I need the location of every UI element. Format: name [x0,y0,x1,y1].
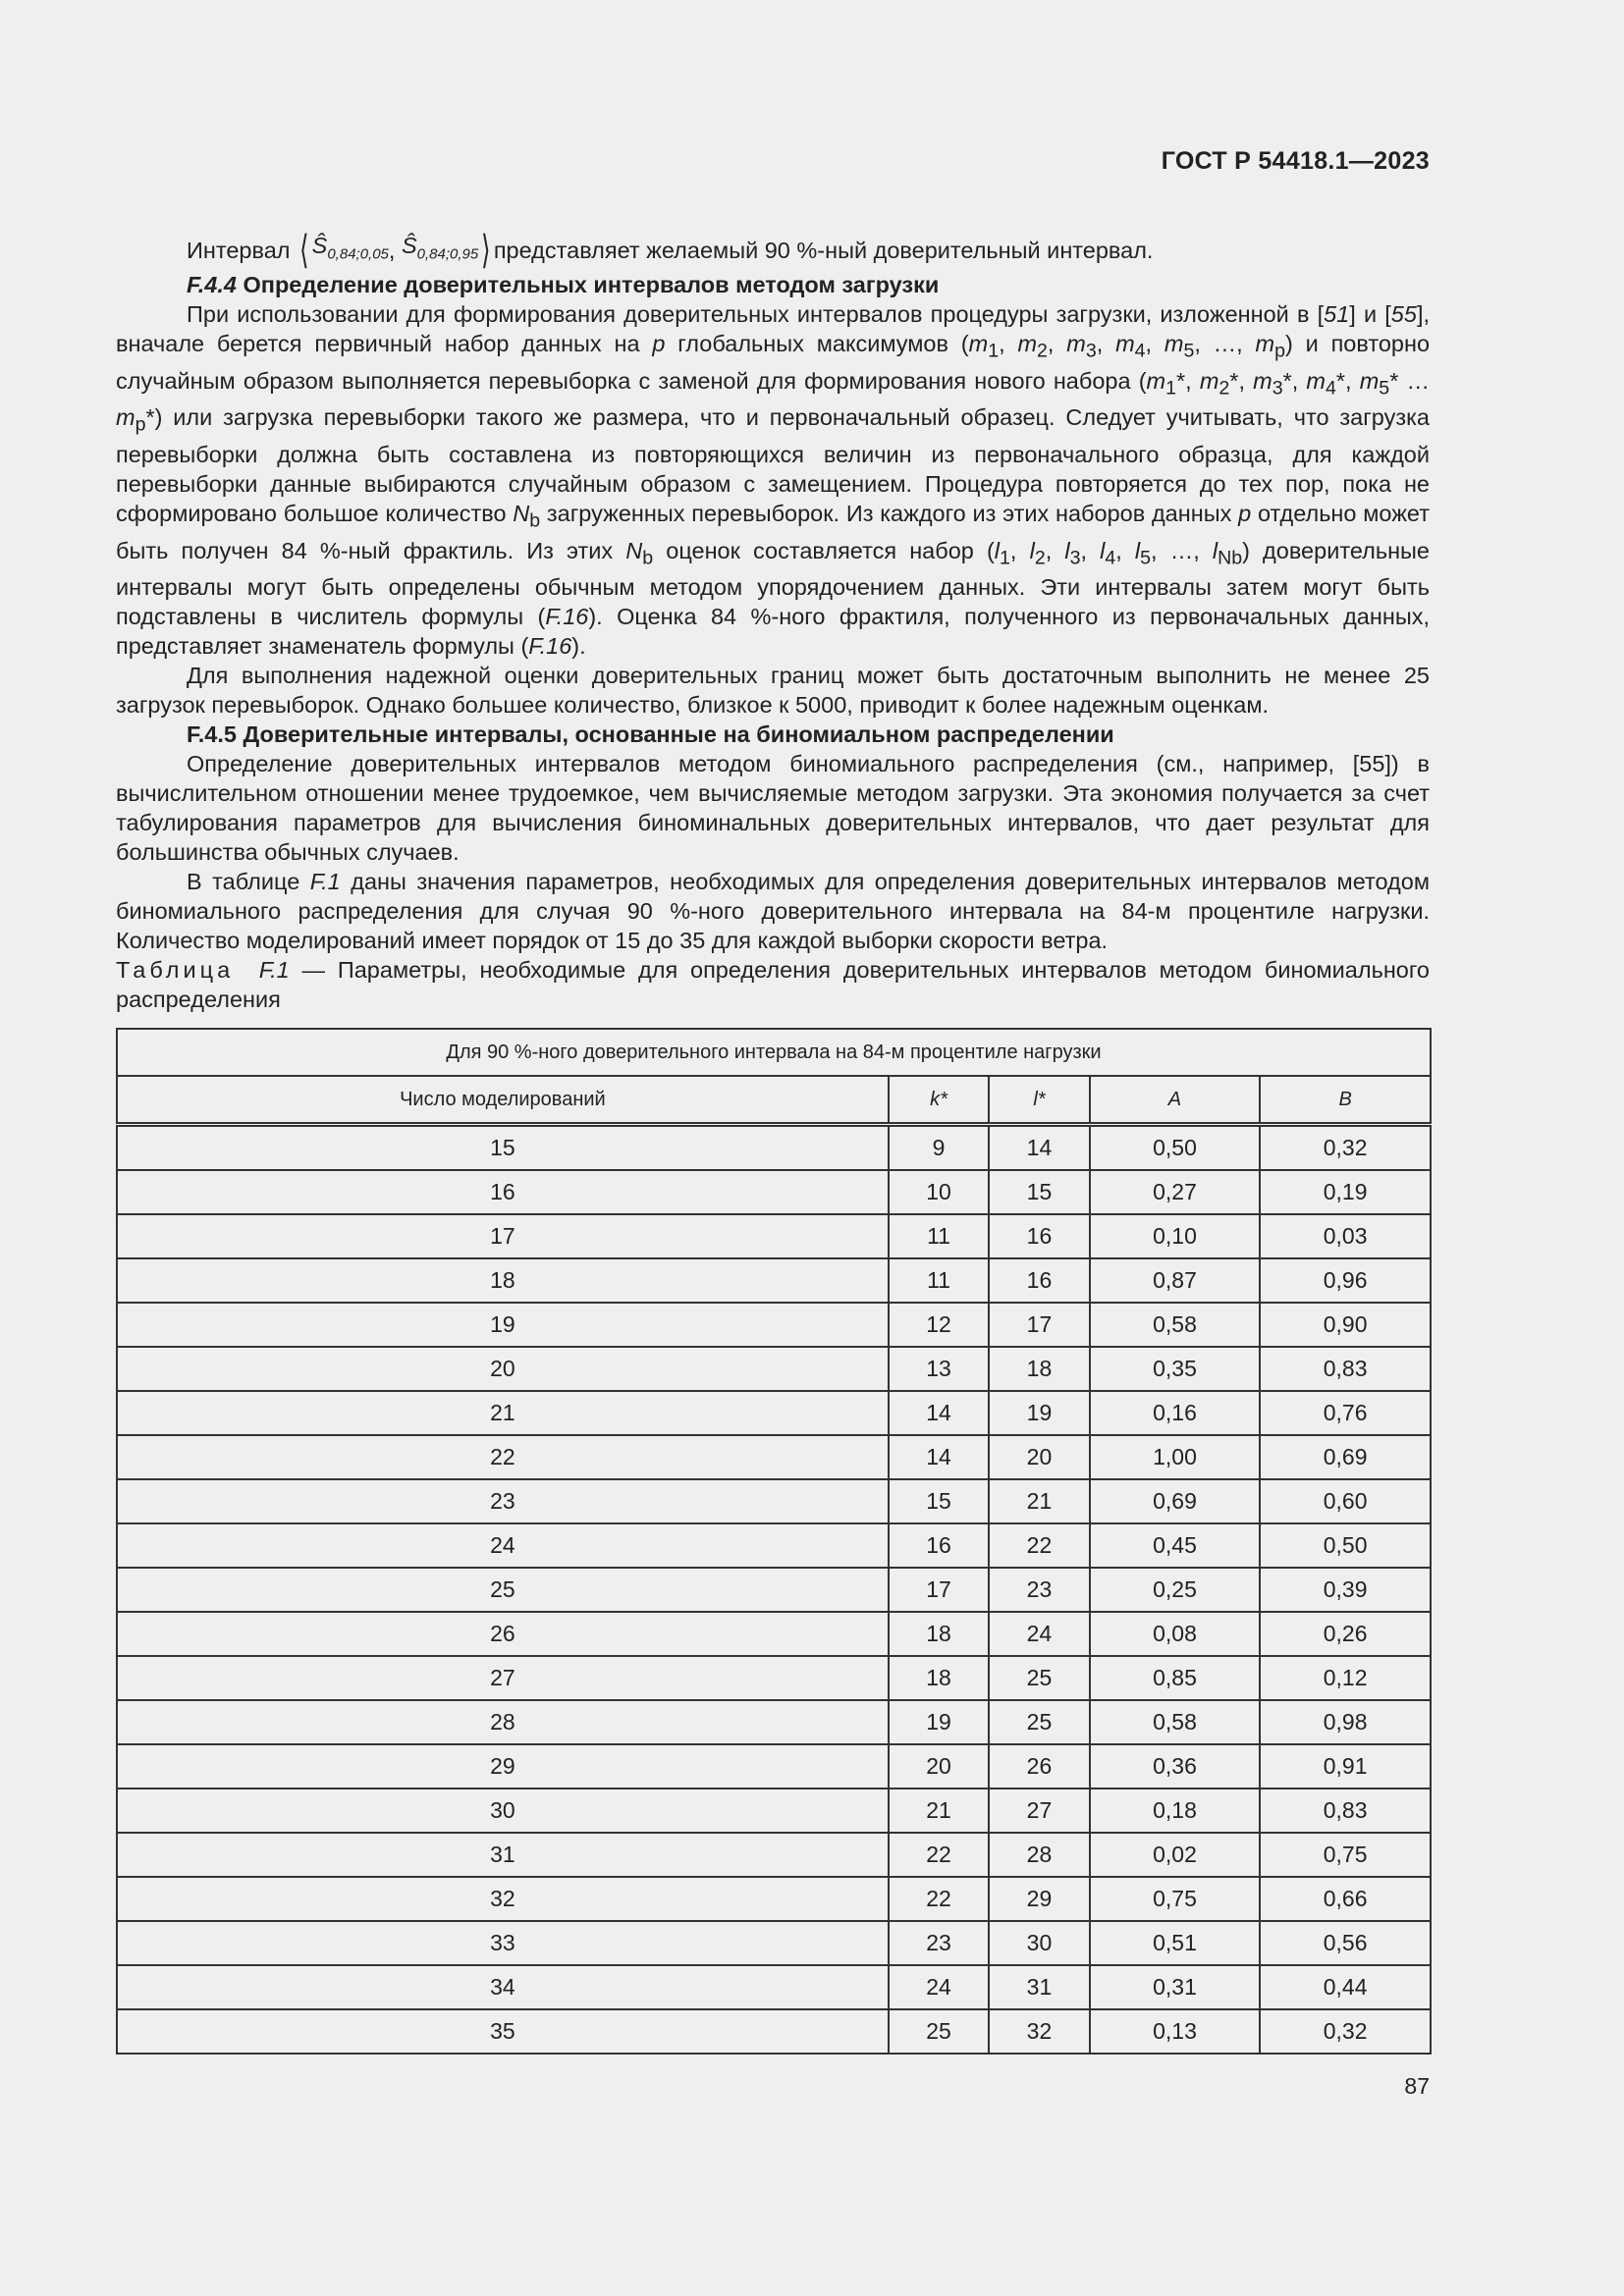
table-cell: 0,50 [1260,1523,1431,1568]
table-cell: 0,56 [1260,1921,1431,1965]
table-cell: 0,36 [1090,1744,1261,1789]
table-cell: 21 [989,1479,1089,1523]
table-row [117,1125,1431,1171]
s-hat-1: $S_{0,84;0,05}$ [311,233,389,263]
table-cell: 0,83 [1260,1789,1431,1833]
interval-prefix: Интервал [187,238,291,263]
table-row [117,1347,1431,1391]
table-cell: 17 [989,1303,1089,1347]
table-body [117,1125,1431,2055]
table-cell: 21 [117,1391,889,1435]
table-cell: 23 [989,1568,1089,1612]
table-cell: 0,45 [1090,1523,1261,1568]
table-cell: 0,83 [1260,1347,1431,1391]
interval-suffix: представляет желаемый 90 %-ный доверительный интервал. [493,238,1154,263]
table-cell: 0,31 [1090,1965,1261,2009]
left-angle-bracket: ⟨ [299,229,309,272]
section-f44-paragraph-2: Для выполнения надежной оценки доверительных границ может быть достаточным выполнить не менее 25 загрузок перевыборок. Однако большее количество, близкое к 5000, приводит к более надежным оценкам. [116,663,1430,719]
table-row [117,1921,1431,1965]
table-row [117,1965,1431,2009]
table-cell: 0,44 [1260,1965,1431,2009]
table-row [117,1391,1431,1435]
table-cell: 0,35 [1090,1347,1261,1391]
document-id: ГОСТ Р 54418.1—2023 [1161,147,1430,175]
table-cell: 0,58 [1090,1700,1261,1744]
column-header-b: B [1260,1076,1431,1125]
table-row [117,1258,1431,1303]
table-cell: 15 [889,1479,989,1523]
table-cell: 0,10 [1090,1214,1261,1258]
table-cell: 0,19 [1260,1170,1431,1214]
table-cell: 15 [117,1125,889,1171]
table-cell: 32 [117,1877,889,1921]
table-row [117,1833,1431,1877]
table-cell: 0,75 [1090,1877,1261,1921]
table-cell: 0,27 [1090,1170,1261,1214]
table-cell: 20 [889,1744,989,1789]
table-row [117,1656,1431,1700]
table-cell: 0,91 [1260,1744,1431,1789]
table-cell: 21 [889,1789,989,1833]
table-cell: 0,16 [1090,1391,1261,1435]
table-cell: 0,58 [1090,1303,1261,1347]
column-header-simulations: Число моделирований [117,1076,889,1125]
table-cell: 16 [889,1523,989,1568]
column-header-l: l* [989,1076,1089,1125]
table-row [117,1789,1431,1833]
table-cell: 16 [989,1214,1089,1258]
table-cell: 22 [117,1435,889,1479]
table-row [117,1744,1431,1789]
table-cell: 10 [889,1170,989,1214]
table-cell: 28 [989,1833,1089,1877]
table-cell: 0,08 [1090,1612,1261,1656]
table-cell: 17 [889,1568,989,1612]
table-row [117,1877,1431,1921]
table-cell: 20 [117,1347,889,1391]
table-cell: 0,66 [1260,1877,1431,1921]
table-cell: 12 [889,1303,989,1347]
table-cell: 16 [989,1258,1089,1303]
table-cell: 30 [117,1789,889,1833]
table-cell: 11 [889,1214,989,1258]
table-cell: 26 [117,1612,889,1656]
table-cell: 20 [989,1435,1089,1479]
table-cell: 22 [889,1877,989,1921]
table-cell: 0,02 [1090,1833,1261,1877]
table-cell: 23 [117,1479,889,1523]
table-cell: 29 [117,1744,889,1789]
table-cell: 18 [117,1258,889,1303]
page-body [116,229,1431,1014]
table-cell: 0,98 [1260,1700,1431,1744]
table-row [117,1568,1431,1612]
s-hat-2: $S_{0,84;0,95}$ [401,233,479,263]
table-cell: 19 [889,1700,989,1744]
page-number: 87 [1404,2073,1430,2099]
table-cell: 25 [117,1568,889,1612]
table-cell: 0,12 [1260,1656,1431,1700]
table-cell: 0,69 [1260,1435,1431,1479]
table-row [117,1612,1431,1656]
table-cell: 0,90 [1260,1303,1431,1347]
table-cell: 22 [989,1523,1089,1568]
table-cell: 17 [117,1214,889,1258]
table-cell: 31 [989,1965,1089,2009]
table-cell: 35 [117,2009,889,2054]
table-cell: 0,60 [1260,1479,1431,1523]
table-row [117,1170,1431,1214]
table-cell: 16 [117,1170,889,1214]
column-header-a: A [1090,1076,1261,1125]
table-cell: 19 [989,1391,1089,1435]
table-cell: 19 [117,1303,889,1347]
table-row [117,2009,1431,2054]
table-cell: 15 [989,1170,1089,1214]
table-cell: 0,50 [1090,1125,1261,1171]
table-cell: 0,13 [1090,2009,1261,2054]
table-cell: 0,25 [1090,1568,1261,1612]
table-cell: 22 [889,1833,989,1877]
table-row [117,1523,1431,1568]
table-cell: 27 [117,1656,889,1700]
parameters-table [116,1028,1432,2055]
table-cell: 30 [989,1921,1089,1965]
table-caption: Таблица F.1 — Параметры, необходимые для определения доверительных интервалов методом биномиального распределения [116,957,1431,1013]
table-cell: 24 [889,1965,989,2009]
table-cell: 0,32 [1260,1125,1431,1171]
table-cell: 0,32 [1260,2009,1431,2054]
table-cell: 24 [117,1523,889,1568]
table-cell: 9 [889,1125,989,1171]
table-cell: 31 [117,1833,889,1877]
table-row [117,1700,1431,1744]
table-cell: 34 [117,1965,889,2009]
table-cell: 18 [989,1347,1089,1391]
column-header-k: k* [889,1076,989,1125]
table-cell: 18 [889,1656,989,1700]
table-cell: 1,00 [1090,1435,1261,1479]
section-f44-paragraph-1: При использовании для формирования доверительных интервалов процедуры загрузки, изложенной в [51] и [55], вначале берется первичный набор данных на p глобальных максимумов ($m_1$, $m_2$, $m_3$, $m_4$, $m_5$, …, $m_p$) и повторно случайным образом выполняется перевыборка с заменой для формирования нового набора ($m_1*$, $m_2*$, $m_3*$, $m_4*$, $m_5*$ … $m_p*$) или загрузка перевыборки такого же размера, что и первоначальный образец. Следует учитывать, что загрузка перевыборки должна быть составлена из повторяющихся величин из первоначального образца, для каждой перевыборки данные выбираются случайным образом с замещением. Процедура повторяется до тех пор, пока не сформировано большое количество $N_b$ загруженных перевыборок. Из каждого из этих наборов данных p отдельно может быть получен 84 %-ный фрактиль. Из этих $N_b$ оценок составляется набор ($l_1$, $l_2$, $l_3$, $l_4$, $l_5$, …, $l_{Nb}$) доверительные интервалы могут быть определены обычным методом упорядочением данных. Эти интервалы затем могут быть подставлены в числитель формулы (F.16). Оценка 84 %-ного фрактиля, полученного из первоначальных данных, представляет знаменатель формулы (F.16). [116,301,1431,660]
table-cell: 14 [889,1435,989,1479]
table-cell: 27 [989,1789,1089,1833]
table-cell: 18 [889,1612,989,1656]
table-cell: 25 [989,1656,1089,1700]
table-cell: 0,26 [1260,1612,1431,1656]
table-cell: 0,76 [1260,1391,1431,1435]
interval-statement: Интервал ⟨ $S_{0,84;0,05}$ , $S_{0,84;0,95}$ ⟩ представляет желаемый 90 %-ный доверительный интервал. [187,229,1154,272]
table-cell: 25 [889,2009,989,2054]
table-cell: 0,39 [1260,1568,1431,1612]
table-row [117,1214,1431,1258]
table-cell: 0,69 [1090,1479,1261,1523]
section-f45-paragraph-2: В таблице F.1 даны значения параметров, необходимых для определения доверительных интервалов методом биномиального распределения для случая 90 %-ного доверительного интервала на 84-м процентиле нагрузки. Количество моделирований имеет порядок от 15 до 35 для каждой выборки скорости ветра. [116,869,1430,954]
table-title: Для 90 %-ного доверительного интервала на 84-м процентиле нагрузки [117,1029,1431,1076]
table-cell: 0,96 [1260,1258,1431,1303]
table-cell: 28 [117,1700,889,1744]
table-cell: 14 [889,1391,989,1435]
section-f45-heading: F.4.5 Доверительные интервалы, основанные на биномиальном распределении [187,721,1114,748]
table-row [117,1303,1431,1347]
section-f44-heading: F.4.4 Определение доверительных интервалов методом загрузки [187,272,940,297]
table-cell: 11 [889,1258,989,1303]
section-f45-paragraph-1: Определение доверительных интервалов методом биномиального распределения (см., например, [55]) в вычислительном отношении менее трудоемкое, чем вычисляемые методом загрузки. Эта экономия получается за счет табулирования параметров для вычисления биноминальных доверительных интервалов, что дает результат для большинства обычных случаев. [116,751,1430,866]
table-cell: 25 [989,1700,1089,1744]
table-cell: 0,75 [1260,1833,1431,1877]
table-cell: 26 [989,1744,1089,1789]
table-row [117,1479,1431,1523]
table-cell: 0,03 [1260,1214,1431,1258]
right-angle-bracket: ⟩ [481,229,491,272]
table-cell: 0,51 [1090,1921,1261,1965]
table-cell: 0,18 [1090,1789,1261,1833]
table-cell: 0,85 [1090,1656,1261,1700]
table-cell: 32 [989,2009,1089,2054]
table-cell: 0,87 [1090,1258,1261,1303]
table-cell: 33 [117,1921,889,1965]
table-row [117,1435,1431,1479]
table-cell: 29 [989,1877,1089,1921]
table-cell: 24 [989,1612,1089,1656]
table-cell: 14 [989,1125,1089,1171]
table-cell: 23 [889,1921,989,1965]
table-cell: 13 [889,1347,989,1391]
